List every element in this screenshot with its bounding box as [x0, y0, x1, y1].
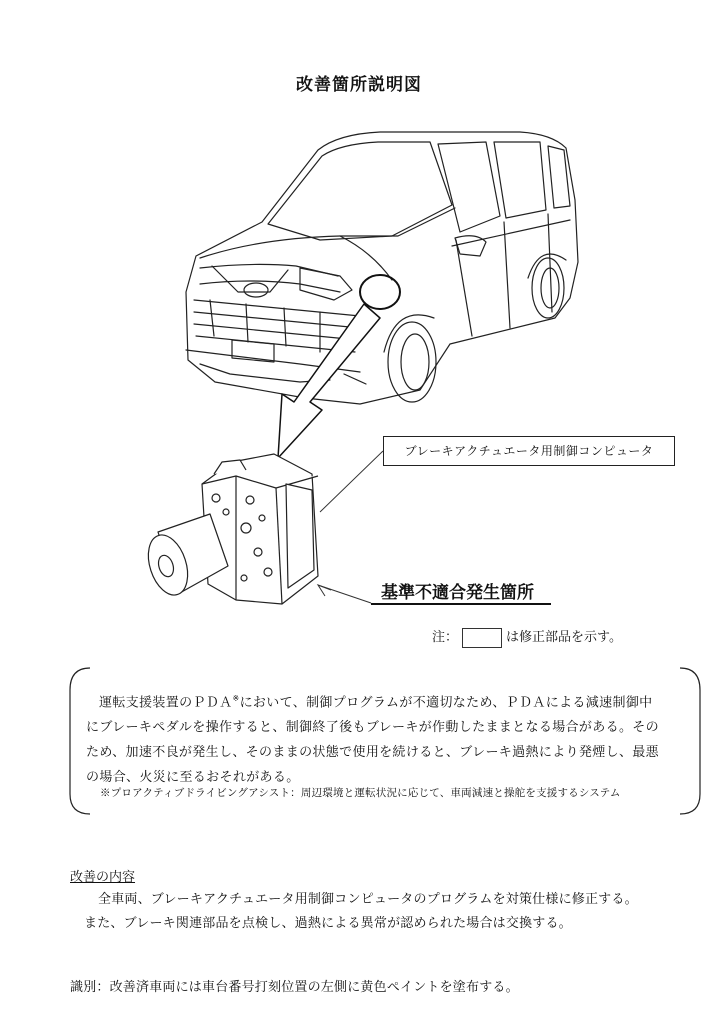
- legend-sample-box: [462, 628, 502, 648]
- description-mark: ※: [232, 694, 240, 703]
- description-footnote: ※プロアクティブドライビングアシスト：周辺環境と運転状況に応じて、車両減速と操舵を支援するシステム: [100, 787, 621, 799]
- highlight-circle: [360, 275, 400, 309]
- legend-note: [432, 626, 622, 648]
- legend-note-prefix: 注：: [432, 630, 459, 645]
- identification-text: 識別：改善済車両には車台番号打刻位置の左側に黄色ペイントを塗布する。: [70, 980, 519, 995]
- nonconformity-underline: [371, 603, 551, 605]
- nonconformity-label: 基準不適合発生箇所: [381, 583, 534, 603]
- nonconformity-leader-line: [318, 585, 371, 603]
- improvement-body: [84, 888, 694, 936]
- callout-label: ブレーキアクチュエータ用制御コンピュータ: [383, 436, 675, 466]
- callout-leader-line: [320, 451, 383, 512]
- description-line-4: の場合、火災に至るおそれがある。: [86, 770, 300, 786]
- description-line-3: ため、加速不良が発生し、そのままの状態で使用を続けると、ブレーキ過熱により発煙し、最悪: [86, 745, 660, 761]
- brake-actuator-drawing: [141, 454, 318, 604]
- description-line-1a: 運転支援装置のＰＤＡ: [99, 695, 233, 711]
- improvement-heading: 改善の内容: [70, 870, 136, 885]
- description-line-1b: において、制御プログラムが不適切なため、ＰＤＡによる減速制御中: [239, 695, 653, 711]
- improvement-line-1: 全車両、ブレーキアクチュエータ用制御コンピュータのプログラムを対策仕様に修正する。: [98, 892, 638, 907]
- legend-note-suffix: は修正部品を示す。: [506, 630, 622, 645]
- minivan-drawing: [186, 132, 578, 404]
- improvement-line-2: また、ブレーキ関連部品を点検し、過熱による異常が認められた場合は交換する。: [84, 916, 572, 931]
- description-text: [86, 686, 688, 790]
- page-title: 改善箇所説明図: [296, 75, 422, 95]
- description-line-2: にブレーキペダルを操作すると、制御終了後もブレーキが作動したままとなる場合がある。その: [86, 720, 660, 736]
